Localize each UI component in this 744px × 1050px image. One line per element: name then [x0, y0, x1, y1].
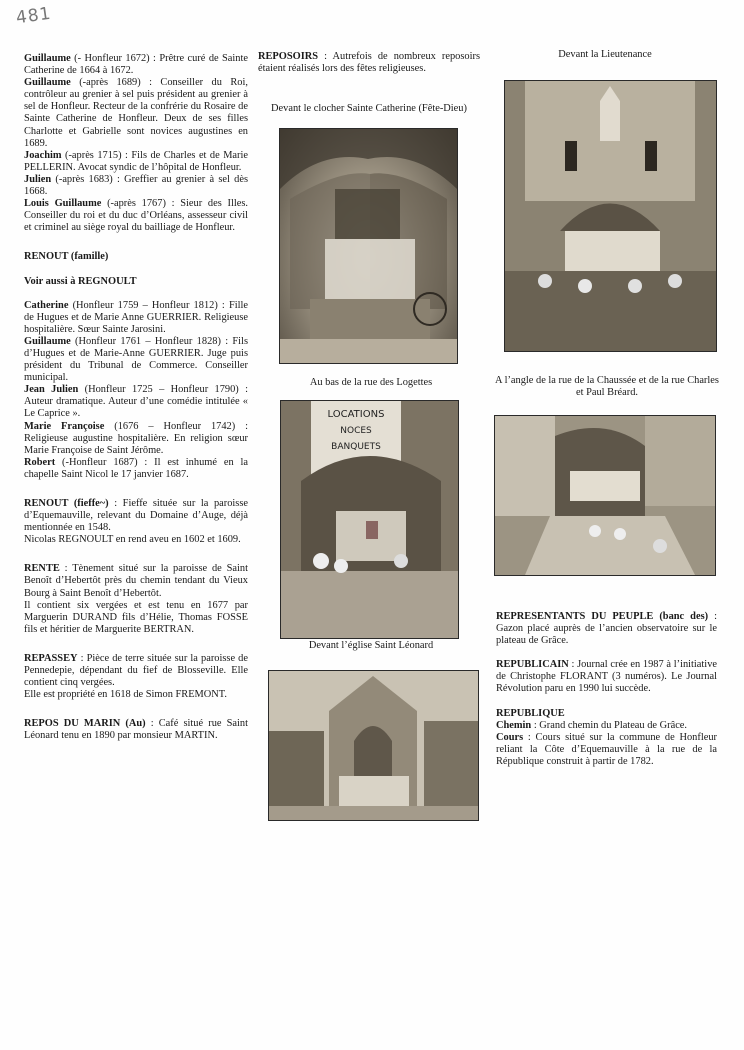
photo-rue-des-logettes [280, 400, 459, 639]
heading-republique: REPUBLIQUE [496, 707, 565, 719]
entry-louis-guillaume: Louis Guillaume (-après 1767) : Sieur des Illes. Conseiller du roi et du duc d’Orléans, assesseur civil et criminel au siège royal du bailliage de Honfleur. [24, 198, 249, 234]
entry-repassey: REPASSEY : Pièce de terre située sur la paroisse de Pennedepie, dépendant du fief de Blosseville. Elle contient cinq vergées. [24, 652, 248, 689]
entry-republicain: REPUBLICAIN : Journal crée en 1987 à l’initiative de Christophe FLORANT (3 numéros). Le Journal Révolution paru en 1990 lui succède. [496, 659, 717, 695]
entry-republique-cours: Cours : Cours situé sur la commune de Honfleur reliant la Côte d’Equemauville à la rue de la République construit à partir de 1782. [496, 731, 717, 767]
entry-jean-julien: Jean Julien (Honfleur 1725 – Honfleur 1790) : Auteur dramatique. Auteur d’une comédie intitulée « Le Caprice ». [24, 384, 248, 420]
sign-noces: NOCES [340, 426, 372, 436]
photo-lieutenance [504, 80, 717, 352]
caption-lieutenance: Devant la Lieutenance [558, 49, 652, 60]
entry-representants: REPRESENTANTS DU PEUPLE (banc des) : Gazon placé auprès de l’ancien observatoire sur le plateau de Grâce. [496, 611, 717, 647]
right-column-text [496, 611, 717, 768]
entry-joachim: Joachim (-après 1715) : Fils de Charles et de Marie PELLERIN. Avocat syndic de l’hôpital de Honfleur. [24, 149, 248, 173]
entry-rente: RENTE : Tènement situé sur la paroisse de Saint Benoît d’Hebertôt près du chemin tendant du Vieux Bourg à Saint Benoît d’Hebertôt. [24, 563, 248, 599]
sign-locations: LOCATIONS [327, 409, 385, 420]
entry-guillaume-1672: Guillaume (- Honfleur 1672) : Prêtre curé de Sainte Catherine de 1664 à 1672. [24, 53, 248, 77]
photo-clocher-sainte-catherine [279, 128, 458, 364]
caption-chaussee: A l’angle de la rue de la Chaussée et de la rue Charles et Paul Bréard. [495, 375, 719, 399]
entry-marie-francoise: Marie Françoise (1676 – Honfleur 1742) : Religieuse augustine hospitalière. En religion sœur Marie Françoise de Saint Jérôme. [24, 420, 249, 456]
heading-renout-famille: RENOUT (famille) [24, 251, 109, 263]
left-column [24, 53, 248, 743]
entry-republique-chemin: Chemin : Grand chemin du Plateau de Grâce. [496, 719, 688, 731]
entry-repassey-extra: Elle est propriété en 1618 de Simon FREMONT. [24, 689, 227, 701]
entry-julien: Julien (-après 1683) : Greffier au grenier à sel dès 1668. [24, 173, 248, 198]
entry-repos-du-marin: REPOS DU MARIN (Au) : Café situé rue Saint Léonard tenu en 1890 par monsieur MARTIN. [24, 718, 248, 742]
entry-renout-fieffe: RENOUT (fieffe~) : Fieffe située sur la paroisse d’Equemauville, relevant du Domaine d’Auge, déjà mentionnée en 1548. [24, 498, 249, 534]
page-number: 481 [14, 3, 53, 29]
caption-clocher: Devant le clocher Sainte Catherine (Fête-Dieu) [271, 103, 467, 114]
entry-robert: Robert (-Honfleur 1687) : Il est inhumé en la chapelle Saint Nicol le 17 janvier 1687. [24, 456, 248, 480]
photo-eglise-saint-leonard [268, 670, 479, 821]
caption-saint-leonard: Devant l’église Saint Léonard [308, 640, 434, 651]
reposoirs-entry: REPOSOIRS : Autrefois de nombreux reposoirs étaient réalisés lors des fêtes religieuses. [258, 51, 480, 75]
caption-logettes: Au bas de la rue des Logettes [309, 377, 433, 388]
entry-rente-extra: Il contient six vergées et est tenu en 1677 par Marguerin DURAND fils d’Hélie, Thomas FOSSE fils et héritier de Marguerite BERTRAN. [24, 599, 248, 635]
entry-guillaume-1761: Guillaume (Honfleur 1761 – Honfleur 1828) : Fils d’Hugues et de Marie-Anne GUERRIER. Juge puis président du Tribunal de Commerce. Conseiller municipal. [24, 335, 248, 384]
entry-catherine: Catherine (Honfleur 1759 – Honfleur 1812) : Fille de Hugues et de Marie Anne GUERRIER. Religieuse hospitalière. Sœur Sainte Jarosini. [24, 299, 248, 335]
entry-renout-fieffe-extra: Nicolas REGNOULT en rend aveu en 1602 et 1609. [24, 534, 241, 546]
heading-voir-aussi: Voir aussi à REGNOULT [24, 275, 137, 287]
sign-banquets: BANQUETS [331, 442, 381, 452]
entry-guillaume-1689: Guillaume (-après 1689) : Conseiller du Roi, contrôleur au grenier à sel puis président au grenier à sel de Honfleur. Recteur de la confrérie du Rosaire de Sainte Catherine de Honfleur. Deux de ses filles Charlotte et Gabrielle sont novices augustines en 1689. [24, 77, 248, 149]
photo-rue-de-la-chaussee [494, 415, 716, 576]
